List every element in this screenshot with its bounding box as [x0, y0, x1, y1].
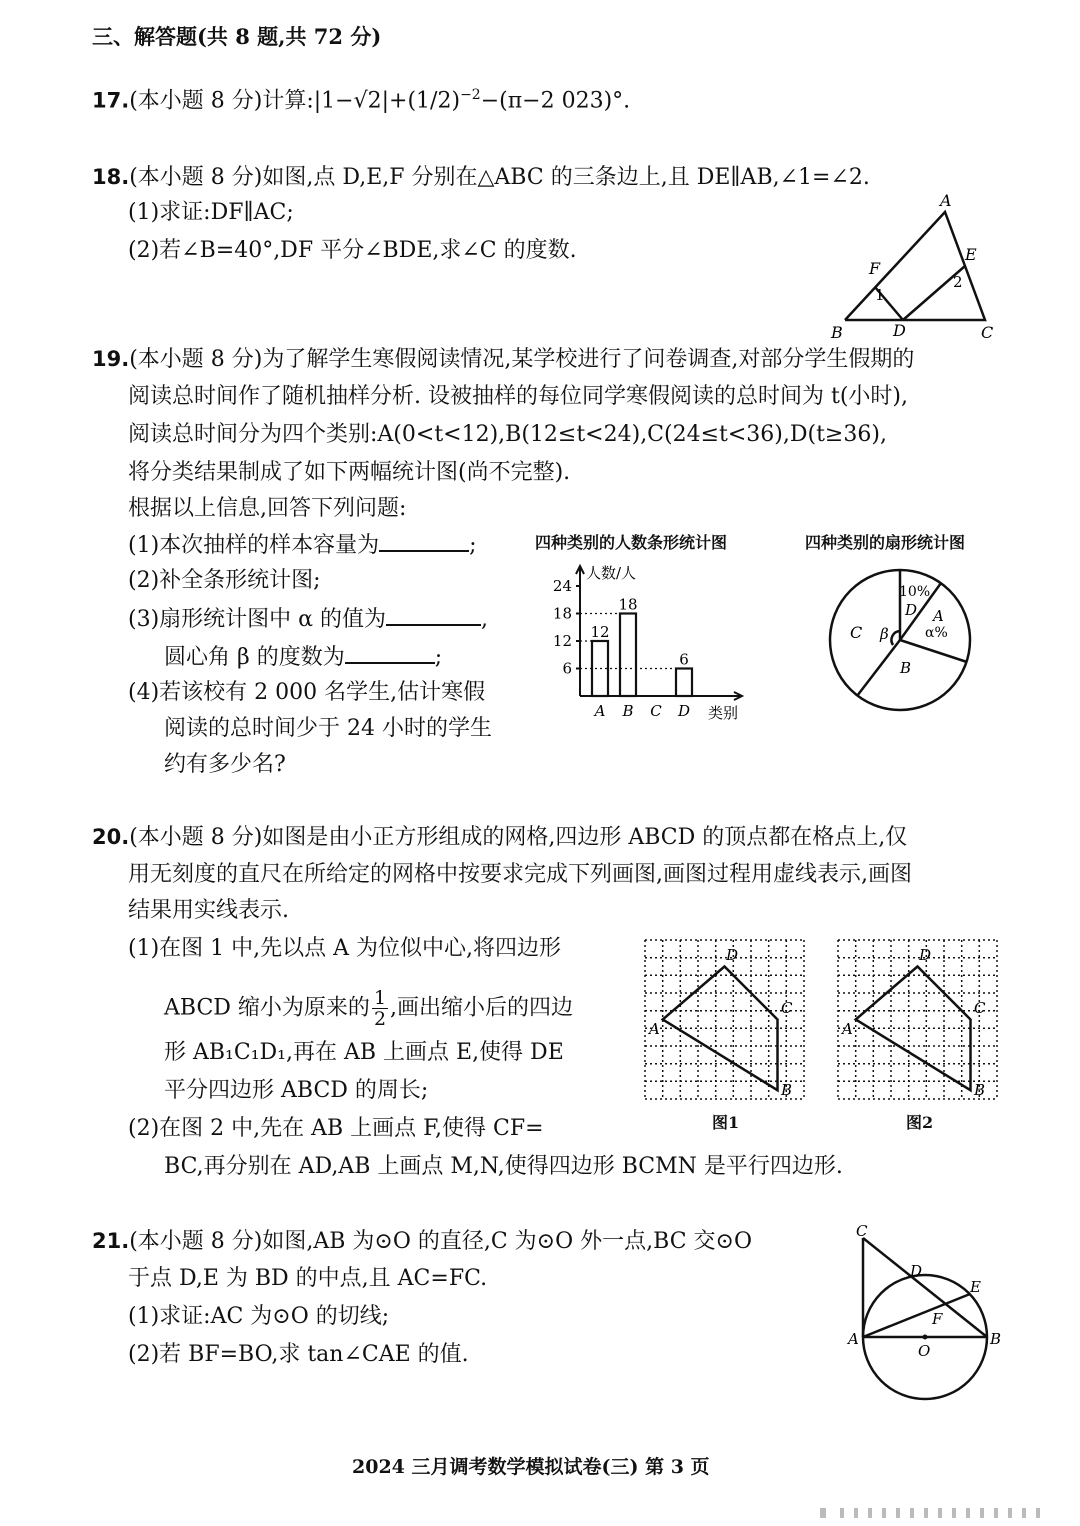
figure-2-caption: 图2: [906, 1113, 934, 1132]
center-point: [923, 1335, 928, 1340]
question-line: 如图是由小正方形组成的网格,四边形 ABCD 的顶点都在格点上,仅: [262, 825, 908, 850]
fraction-one-half: [372, 988, 388, 1029]
q20-line3: 结果用实线表示.: [128, 898, 289, 923]
label-B: B: [990, 1330, 1002, 1348]
q19-part4b: 阅读的总时间少于 24 小时的学生: [164, 716, 492, 741]
pie-label-A-pct: α%: [925, 625, 948, 641]
exponent: −2: [460, 87, 481, 103]
grid2-label-A: A: [842, 1020, 853, 1038]
question-line: 如图,AB 为⊙O 的直径,C 为⊙O 外一点,BC 交⊙O: [262, 1229, 753, 1254]
q19-part4c: 约有多少名?: [164, 752, 286, 777]
angle-2-label: 2: [953, 273, 963, 291]
question-19: [92, 344, 914, 375]
pie-label-beta: β: [880, 625, 889, 643]
fraction-numerator: 1: [373, 987, 387, 1009]
pie-label-D-pct: 10%: [899, 584, 931, 600]
y-tick-label: 12: [552, 632, 572, 650]
x-tick-label-B: B: [622, 702, 634, 720]
label-F: F: [869, 259, 881, 278]
label-A: A: [940, 191, 952, 210]
label-D: D: [893, 321, 906, 340]
pie-chart: [825, 565, 975, 715]
punct: ;: [434, 645, 443, 670]
question-number: 18.: [92, 165, 130, 189]
q21-part1: (1)求证:AC 为⊙O 的切线;: [128, 1304, 390, 1329]
question-number: 17.: [92, 88, 130, 113]
q19-part4a: (4)若该校有 2 000 名学生,估计寒假: [128, 680, 486, 705]
question-score: (本小题 8 分): [129, 88, 263, 114]
q18-part2: (2)若∠B=40°,DF 平分∠BDE,求∠C 的度数.: [128, 238, 577, 263]
pie-label-D: D: [905, 601, 918, 619]
page-footer: 2024 三月调考数学模拟试卷(三) 第 3 页: [352, 1456, 710, 1478]
q19-part3b-text: 圆心角 β 的度数为: [164, 645, 345, 670]
question-17: [92, 80, 630, 116]
pie-label-C: C: [850, 623, 863, 642]
q19-line2: 阅读总时间作了随机抽样分析. 设被抽样的每位同学寒假阅读的总时间为 t(小时),: [128, 384, 908, 409]
pie-label-A: A: [933, 607, 944, 625]
grid-figure-1: [640, 935, 810, 1105]
x-axis-label: 类别: [708, 704, 739, 722]
bar-chart-title: 四种类别的人数条形统计图: [535, 533, 728, 552]
question-score: (本小题 8 分): [129, 165, 263, 190]
q19-part3a: [128, 604, 488, 635]
q21-part2: (2)若 BF=BO,求 tan∠CAE 的值.: [128, 1342, 469, 1367]
q20-part1b-text: ABCD 缩小为原来的: [164, 995, 370, 1021]
q19-part2: (2)补全条形统计图;: [128, 568, 321, 593]
question-score: (本小题 8 分): [129, 347, 263, 372]
question-20: [92, 822, 907, 853]
question-18: [92, 162, 870, 193]
q20-part2b: BC,再分别在 AD,AB 上画点 M,N,使得四边形 BCMN 是平行四边形.: [164, 1154, 843, 1179]
q21-line2: 于点 D,E 为 BD 的中点,且 AC=FC.: [128, 1266, 488, 1291]
question-number: 19.: [92, 347, 130, 371]
grid2-label-B: B: [974, 1081, 986, 1099]
y-tick-label: 18: [552, 604, 572, 623]
bar-value-label-B: 18: [618, 595, 638, 614]
question-score: (本小题 8 分): [129, 825, 263, 850]
label-E: E: [965, 245, 977, 264]
y-axis-label: 人数/人: [586, 564, 637, 582]
answer-blank[interactable]: [379, 530, 469, 552]
q19-line4: 将分类结果制成了如下两幅统计图(尚不完整).: [128, 460, 571, 485]
y-tick-label: 6: [562, 659, 572, 678]
label-C: C: [856, 1222, 868, 1240]
x-tick-label-A: A: [594, 702, 606, 720]
fraction-denominator: 2: [373, 1008, 387, 1030]
bar-B: [620, 614, 636, 697]
label-F: F: [932, 1310, 943, 1328]
punct: ,: [481, 607, 489, 632]
decorative-barcode-strip: [820, 1506, 1060, 1520]
q19-part3a-text: (3)扇形统计图中 α 的值为: [128, 607, 387, 632]
question-stem: 如图,点 D,E,F 分别在△ABC 的三条边上,且 DE∥AB,∠1=∠2.: [262, 165, 870, 190]
pie-label-B: B: [900, 659, 912, 677]
label-O: O: [918, 1342, 931, 1360]
label-E: E: [970, 1278, 981, 1296]
x-tick-label-D: D: [677, 702, 691, 720]
answer-blank[interactable]: [386, 604, 481, 626]
grid2-label-D: D: [919, 946, 932, 964]
question-text: 计算:|1−√2|+(1/2): [262, 88, 461, 114]
x-tick-label-C: C: [650, 702, 662, 720]
bar-D: [676, 669, 692, 697]
question-21: [92, 1226, 752, 1257]
question-score: (本小题 8 分): [129, 1229, 263, 1254]
label-D: D: [910, 1262, 923, 1280]
q18-part1: (1)求证:DF∥AC;: [128, 200, 294, 225]
bar-value-label-A: 12: [590, 623, 610, 641]
q18-triangle-figure: [825, 190, 1005, 350]
question-line: 为了解学生寒假阅读情况,某学校进行了问卷调查,对部分学生假期的: [262, 347, 915, 372]
punct: ;: [469, 533, 477, 558]
grid1-label-A: A: [649, 1020, 660, 1038]
q19-line3: 阅读总时间分为四个类别:A(0<t<12),B(12≤t<24),C(24≤t<36),D(t≥36),: [128, 422, 887, 447]
q20-part1c: 形 AB₁C₁D₁,再在 AB 上画点 E,使得 DE: [164, 1040, 564, 1065]
y-tick-label: 24: [552, 577, 572, 595]
q20-part1a: (1)在图 1 中,先以点 A 为位似中心,将四边形: [128, 936, 562, 961]
q19-part1: [128, 530, 477, 561]
grid2-label-C: C: [974, 999, 986, 1017]
q19-line5: 根据以上信息,回答下列问题:: [128, 496, 407, 521]
question-text-tail: −(π−2 023)°.: [480, 88, 631, 114]
bar-value-label-D: 6: [679, 650, 689, 669]
label-A: A: [848, 1330, 859, 1348]
grid1-label-B: B: [781, 1081, 793, 1099]
question-number: 20.: [92, 825, 130, 849]
q21-circle-figure: [840, 1220, 1010, 1405]
bar-chart: [540, 556, 760, 736]
pie-chart-title: 四种类别的扇形统计图: [805, 533, 966, 552]
q20-part1b-tail: ,画出缩小后的四边: [390, 995, 574, 1021]
q20-line2: 用无刻度的直尺在所给定的网格中按要求完成下列画图,画图过程用虚线表示,画图: [128, 862, 912, 887]
section-title: 三、解答题(共 8 题,共 72 分): [92, 24, 382, 49]
grid-figure-2: [833, 935, 1003, 1105]
q20-part1b: [164, 988, 573, 1029]
question-number: 21.: [92, 1229, 130, 1253]
angle-1-label: 1: [875, 286, 885, 304]
grid1-label-D: D: [726, 946, 739, 964]
q19-part1-text: (1)本次抽样的样本容量为: [128, 533, 380, 558]
q20-part1d: 平分四边形 ABCD 的周长;: [164, 1078, 429, 1103]
grid1-label-C: C: [781, 999, 793, 1017]
label-B: B: [831, 323, 843, 342]
answer-blank[interactable]: [345, 642, 435, 664]
figure-1-caption: 图1: [712, 1113, 740, 1132]
q20-part2a: (2)在图 2 中,先在 AB 上画点 F,使得 CF=: [128, 1116, 544, 1141]
label-C: C: [981, 323, 994, 342]
q19-part3b: [164, 642, 442, 673]
